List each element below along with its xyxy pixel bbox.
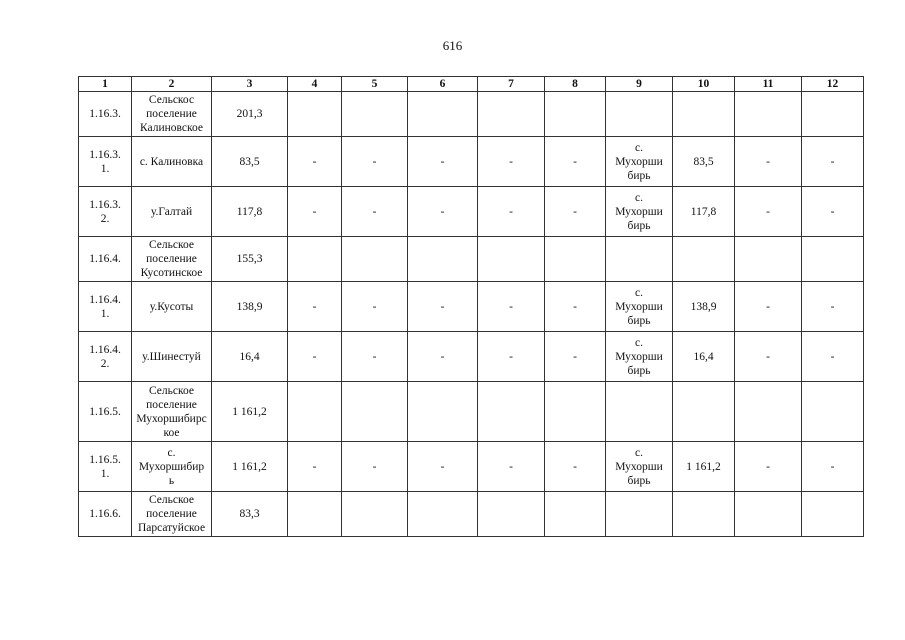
table-cell: 155,3 xyxy=(212,237,288,282)
column-header: 10 xyxy=(673,77,735,92)
table-row xyxy=(79,187,864,237)
table-cell: - xyxy=(288,442,342,492)
table-cell xyxy=(735,492,802,537)
table-cell: у.Кусоты xyxy=(132,282,212,332)
table-cell: 201,3 xyxy=(212,92,288,137)
table-cell: 1.16.5. 1. xyxy=(79,442,132,492)
column-header: 7 xyxy=(478,77,545,92)
table-cell xyxy=(673,92,735,137)
table-row xyxy=(79,332,864,382)
table-cell xyxy=(288,492,342,537)
table-cell xyxy=(408,382,478,442)
table-cell: - xyxy=(478,137,545,187)
table-cell xyxy=(478,92,545,137)
table-cell: 83,5 xyxy=(673,137,735,187)
table-cell xyxy=(606,382,673,442)
table-cell: 16,4 xyxy=(673,332,735,382)
table-cell xyxy=(408,492,478,537)
table-cell: - xyxy=(408,282,478,332)
column-header: 1 xyxy=(79,77,132,92)
table-cell xyxy=(545,237,606,282)
table-row xyxy=(79,442,864,492)
table-cell xyxy=(478,237,545,282)
table-cell xyxy=(545,382,606,442)
table-cell xyxy=(673,382,735,442)
table-cell: 83,3 xyxy=(212,492,288,537)
table-cell: - xyxy=(802,187,864,237)
table-cell: с. Мухорши бирь xyxy=(606,332,673,382)
table-cell xyxy=(606,237,673,282)
table-cell xyxy=(342,492,408,537)
table-cell: - xyxy=(478,282,545,332)
table-header-row xyxy=(79,77,864,92)
table-cell: - xyxy=(545,282,606,332)
table-cell: с. Мухорши бирь xyxy=(606,137,673,187)
table-cell xyxy=(342,237,408,282)
table-cell: 1.16.3. 1. xyxy=(79,137,132,187)
table-cell xyxy=(673,492,735,537)
column-header: 4 xyxy=(288,77,342,92)
table-cell: 138,9 xyxy=(673,282,735,332)
table-cell: - xyxy=(342,442,408,492)
table-cell: 1.16.5. xyxy=(79,382,132,442)
table-cell: Сельское поселение Парсатуйское xyxy=(132,492,212,537)
table-cell: - xyxy=(288,282,342,332)
table-cell: у.Шинестуй xyxy=(132,332,212,382)
table-cell xyxy=(288,237,342,282)
table-cell: - xyxy=(478,187,545,237)
table-cell: с. Мухорши бирь xyxy=(606,442,673,492)
table-cell: 1.16.3. 2. xyxy=(79,187,132,237)
table-cell: - xyxy=(735,282,802,332)
table-cell xyxy=(342,92,408,137)
table-cell: 1 161,2 xyxy=(212,382,288,442)
table-cell xyxy=(545,92,606,137)
table-cell: с. Мухорши бирь xyxy=(606,187,673,237)
table-cell: - xyxy=(545,187,606,237)
column-header: 12 xyxy=(802,77,864,92)
table-cell: 117,8 xyxy=(212,187,288,237)
table-cell: с. Мухоршибир ь xyxy=(132,442,212,492)
column-header: 6 xyxy=(408,77,478,92)
table-cell: 1.16.6. xyxy=(79,492,132,537)
table-cell: - xyxy=(478,442,545,492)
table-cell: - xyxy=(735,187,802,237)
table-cell: - xyxy=(802,137,864,187)
data-table xyxy=(78,76,864,537)
column-header: 9 xyxy=(606,77,673,92)
column-header: 3 xyxy=(212,77,288,92)
table-cell: с. Калиновка xyxy=(132,137,212,187)
table-cell: - xyxy=(545,137,606,187)
table-cell: - xyxy=(735,137,802,187)
table-cell xyxy=(408,92,478,137)
page-number: 616 xyxy=(442,38,463,53)
table-cell xyxy=(673,237,735,282)
table-cell: 1.16.4. 2. xyxy=(79,332,132,382)
table-cell: - xyxy=(288,332,342,382)
table-cell: 117,8 xyxy=(673,187,735,237)
table-cell xyxy=(478,492,545,537)
table-cell: с. Мухорши бирь xyxy=(606,282,673,332)
table-cell: - xyxy=(735,442,802,492)
table-cell: Сельское поселение Мухоршибирс кое xyxy=(132,382,212,442)
table-cell: - xyxy=(288,137,342,187)
table-cell: 1 161,2 xyxy=(212,442,288,492)
table-cell: - xyxy=(545,442,606,492)
table-row xyxy=(79,282,864,332)
table-cell xyxy=(408,237,478,282)
table-cell: - xyxy=(545,332,606,382)
table-cell: - xyxy=(288,187,342,237)
table-cell xyxy=(802,492,864,537)
table-row xyxy=(79,237,864,282)
table-cell xyxy=(288,92,342,137)
table-cell xyxy=(735,237,802,282)
table-cell: - xyxy=(342,282,408,332)
table-cell: - xyxy=(408,442,478,492)
table-cell: Сельское поселение Кусотинское xyxy=(132,237,212,282)
table-cell: - xyxy=(342,332,408,382)
table-cell: 1.16.3. xyxy=(79,92,132,137)
table-cell xyxy=(478,382,545,442)
table-cell: у.Галтай xyxy=(132,187,212,237)
table-cell: 138,9 xyxy=(212,282,288,332)
table-cell: - xyxy=(342,137,408,187)
column-header: 2 xyxy=(132,77,212,92)
table-cell: 1.16.4. xyxy=(79,237,132,282)
table-cell: - xyxy=(478,332,545,382)
table-cell xyxy=(342,382,408,442)
table-cell: - xyxy=(802,332,864,382)
table-cell: 16,4 xyxy=(212,332,288,382)
table-cell xyxy=(735,382,802,442)
table-row xyxy=(79,492,864,537)
table-cell xyxy=(606,92,673,137)
table-cell: Сельскос поселение Калиновское xyxy=(132,92,212,137)
table-cell xyxy=(606,492,673,537)
table-cell: - xyxy=(802,282,864,332)
table-cell xyxy=(735,92,802,137)
table-cell xyxy=(545,492,606,537)
column-header: 5 xyxy=(342,77,408,92)
table-cell: - xyxy=(735,332,802,382)
column-header: 8 xyxy=(545,77,606,92)
table-cell: - xyxy=(342,187,408,237)
table-cell xyxy=(288,382,342,442)
table-cell: - xyxy=(408,137,478,187)
table-row xyxy=(79,137,864,187)
table-cell xyxy=(802,92,864,137)
column-header: 11 xyxy=(735,77,802,92)
table-cell: - xyxy=(408,332,478,382)
table-row xyxy=(79,92,864,137)
table-cell xyxy=(802,237,864,282)
table-cell xyxy=(802,382,864,442)
table-cell: 83,5 xyxy=(212,137,288,187)
table-cell: 1 161,2 xyxy=(673,442,735,492)
table-row xyxy=(79,382,864,442)
table-cell: - xyxy=(802,442,864,492)
table-cell: - xyxy=(408,187,478,237)
table-cell: 1.16.4. 1. xyxy=(79,282,132,332)
